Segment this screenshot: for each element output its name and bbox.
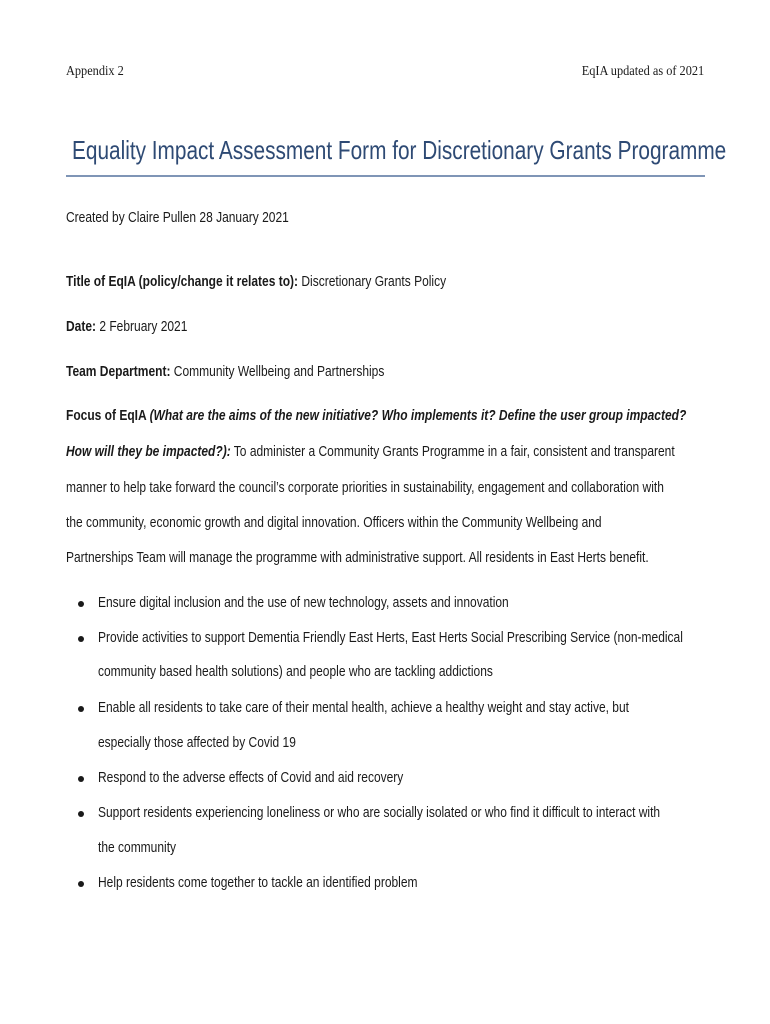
- bullet-item: Help residents come together to tackle an identified problem: [98, 874, 418, 891]
- field-date-label: Date:: [66, 318, 97, 335]
- bullet-icon: [78, 811, 84, 817]
- focus-question-2: How will they be impacted?):: [66, 443, 231, 460]
- bullet-icon: [78, 881, 84, 887]
- created-by: Created by Claire Pullen 28 January 2021: [66, 209, 289, 226]
- focus-line-2-text: To administer a Community Grants Programme in a fair, consistent and transparent: [230, 443, 675, 460]
- bullet-item-continuation: especially those affected by Covid 19: [98, 734, 296, 751]
- focus-label: Focus of EqIA: [66, 407, 150, 424]
- field-title: [66, 272, 446, 292]
- field-team-label: Team Department:: [66, 363, 171, 380]
- focus-line-1: [66, 406, 686, 426]
- title-underline: [66, 175, 705, 177]
- field-team-value: Community Wellbeing and Partnerships: [170, 363, 385, 380]
- header-eqia-updated: EqIA updated as of 2021: [581, 64, 704, 79]
- bullet-item: Enable all residents to take care of their mental health, achieve a healthy weight and stay active, but: [98, 699, 629, 716]
- field-date: [66, 317, 187, 337]
- focus-line-5: Partnerships Team will manage the programme with administrative support. All residents in East Herts benefit.: [66, 549, 649, 566]
- bullet-item: Ensure digital inclusion and the use of new technology, assets and innovation: [98, 594, 509, 611]
- bullet-item: Respond to the adverse effects of Covid and aid recovery: [98, 769, 404, 786]
- bullet-icon: [78, 601, 84, 607]
- field-title-label: Title of EqIA (policy/change it relates to):: [66, 273, 299, 290]
- field-title-value: Discretionary Grants Policy: [298, 273, 447, 290]
- focus-line-2: [66, 442, 675, 462]
- title-block: [66, 132, 727, 168]
- field-team: [66, 362, 384, 382]
- focus-line-3: manner to help take forward the council’s corporate priorities in sustainability, engagement and collaboration with: [66, 479, 664, 496]
- bullet-item-continuation: community based health solutions) and people who are tackling addictions: [98, 663, 493, 680]
- bullet-item: Provide activities to support Dementia Friendly East Herts, East Herts Social Prescribing Service (non-medical: [98, 629, 683, 646]
- focus-question-1: (What are the aims of the new initiative? Who implements it? Define the user group impacted?: [149, 407, 687, 424]
- field-date-value: 2 February 2021: [96, 318, 188, 335]
- header-appendix: Appendix 2: [66, 64, 124, 79]
- bullet-item-continuation: the community: [98, 839, 177, 856]
- bullet-icon: [78, 636, 84, 642]
- bullet-icon: [78, 706, 84, 712]
- bullet-item: Support residents experiencing loneliness or who are socially isolated or who find it difficult to interact with: [98, 804, 661, 821]
- focus-line-4: the community, economic growth and digital innovation. Officers within the Community Wellbeing and: [66, 514, 602, 531]
- bullet-icon: [78, 776, 84, 782]
- document-title: Equality Impact Assessment Form for Discretionary Grants Programme: [72, 135, 727, 165]
